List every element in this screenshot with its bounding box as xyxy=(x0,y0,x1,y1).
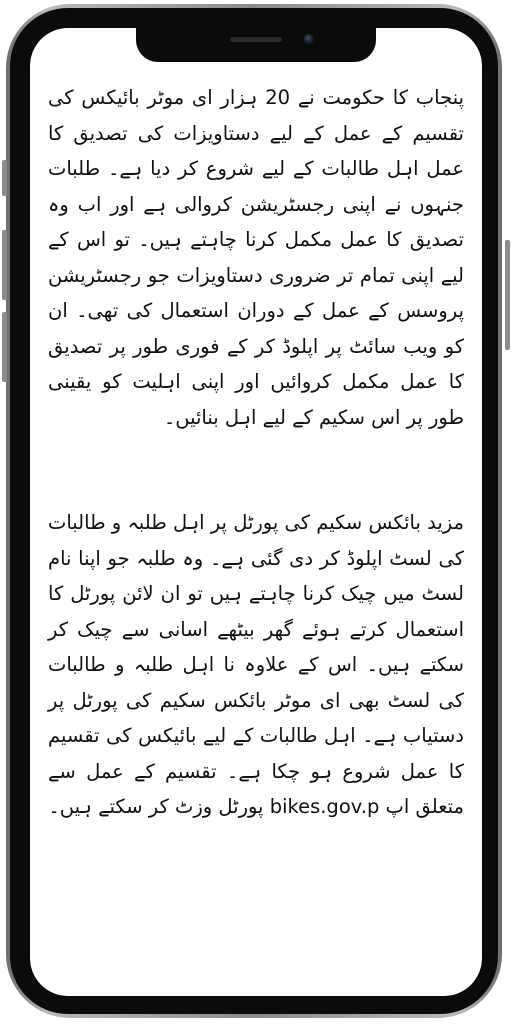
power-button xyxy=(505,240,510,350)
speaker-grille xyxy=(230,37,282,42)
volume-up-button xyxy=(2,230,7,300)
article-paragraph-1: پنجاب کا حکومت نے 20 ہزار ای موٹر بائیکس کی تقسیم کے عمل کے لیے دستاویزات کی تصدیق کا عمل اہل طالبات کے لیے شروع کر دیا ہے۔ طلبات جنہوں نے اپنی رجسٹریشن کروالی ہے اور اب وہ تصدیق کا عمل مکمل کرنا چاہتے ہیں۔ تو اس کے لیے اپنی تمام تر ضروری دستاویزات جو رجسٹریشن پروسس کے عمل کے دوران استعمال کی تھی۔ ان کو ویب سائٹ پر اپلوڈ کر کے فوری طور پر تصدیق کا عمل مکمل کروائیں اور اپنی اہلیت کو یقینی طور پر اس سکیم کے لیے اہل بنائیں۔ xyxy=(48,86,465,429)
volume-down-button xyxy=(2,312,7,382)
phone-notch xyxy=(136,28,376,62)
article-paragraph-2: مزید بائکس سکیم کی پورٹل پر اہل طلبہ و طالبات کی لسٹ اپلوڈ کر دی گئی ہے۔ وہ طلبہ جو اپنا نام لسٹ میں چیک کرنا چاہتے ہیں تو ان لائن پورٹل کا استعمال کرتے ہوئے گھر بیٹھے اسانی سے چیک کر سکتے ہیں۔ اس کے علاوہ نا اہل طلبہ و طالبات کی لسٹ بھی ای موٹر بائکس سکیم کی پورٹل پر دستیاب ہے۔ اہل طالبات کے لیے بائیکس کی تقسیم کا عمل شروع ہو چکا ہے۔ تقسیم کے عمل سے متعلق اپ bikes.gov.p پورٹل وزٹ کر سکتے ہیں۔ xyxy=(48,511,464,818)
article-body xyxy=(48,80,464,825)
front-camera-icon xyxy=(304,34,314,44)
mute-switch xyxy=(2,160,7,196)
